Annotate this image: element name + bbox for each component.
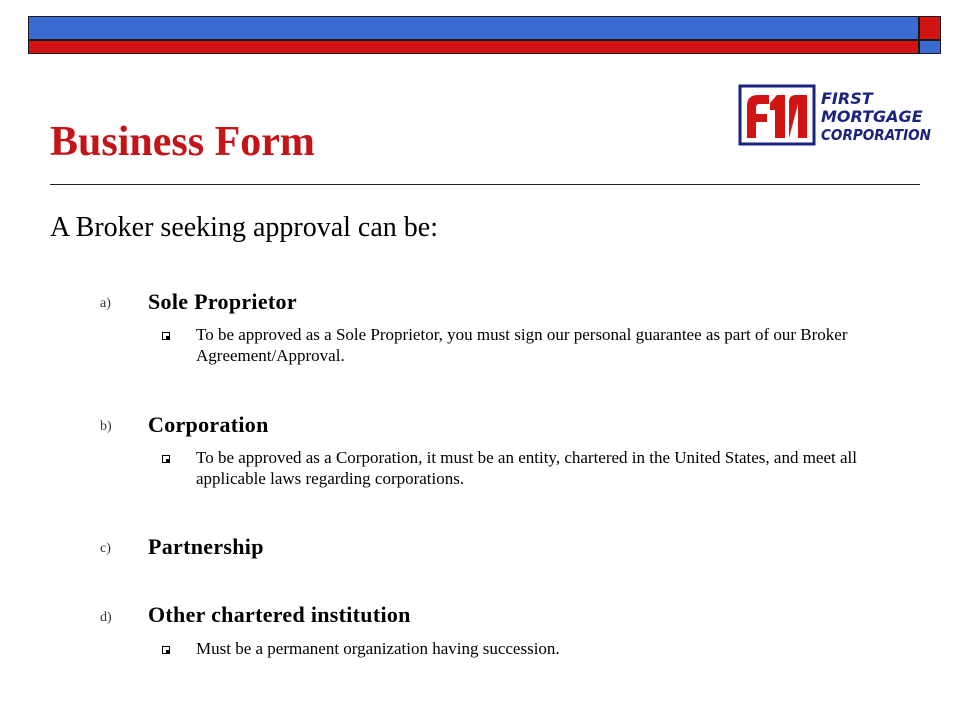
logo-text-line3: CORPORATION bbox=[821, 126, 932, 144]
hollow-square-bullet-icon bbox=[162, 332, 170, 340]
item-detail-other-chartered-institution: Must be a permanent organization having succession. bbox=[196, 639, 560, 658]
list-marker: b) bbox=[100, 419, 112, 434]
first-mortgage-corporation-logo bbox=[737, 80, 935, 150]
item-detail-corporation: To be approved as a Corporation, it must be an entity, chartered in the United States, and meet all applicable laws regarding corporations. bbox=[196, 448, 857, 488]
item-heading-sole-proprietor: Sole Proprietor bbox=[148, 289, 297, 314]
list-marker: c) bbox=[100, 541, 111, 556]
header-bar-red bbox=[28, 40, 919, 54]
item-heading-partnership: Partnership bbox=[148, 534, 264, 559]
list-marker: d) bbox=[100, 610, 112, 625]
logo-text-line2: MORTGAGE bbox=[821, 107, 923, 126]
header-square-red bbox=[919, 16, 941, 40]
logo-text-line1: FIRST bbox=[821, 89, 873, 108]
title-divider bbox=[50, 184, 920, 185]
header-square-blue bbox=[919, 40, 941, 54]
hollow-square-bullet-icon bbox=[162, 455, 170, 463]
slide-title: Business Form bbox=[50, 119, 315, 165]
hollow-square-bullet-icon bbox=[162, 646, 170, 654]
header-bar-blue bbox=[28, 16, 919, 40]
item-heading-corporation: Corporation bbox=[148, 412, 269, 437]
list-marker: a) bbox=[100, 296, 111, 311]
intro-text: A Broker seeking approval can be: bbox=[50, 212, 438, 243]
item-detail-sole-proprietor: To be approved as a Sole Proprietor, you must sign our personal guarantee as part of our Broker Agreement/Approval. bbox=[196, 325, 848, 365]
item-heading-other-chartered-institution: Other chartered institution bbox=[148, 602, 411, 627]
